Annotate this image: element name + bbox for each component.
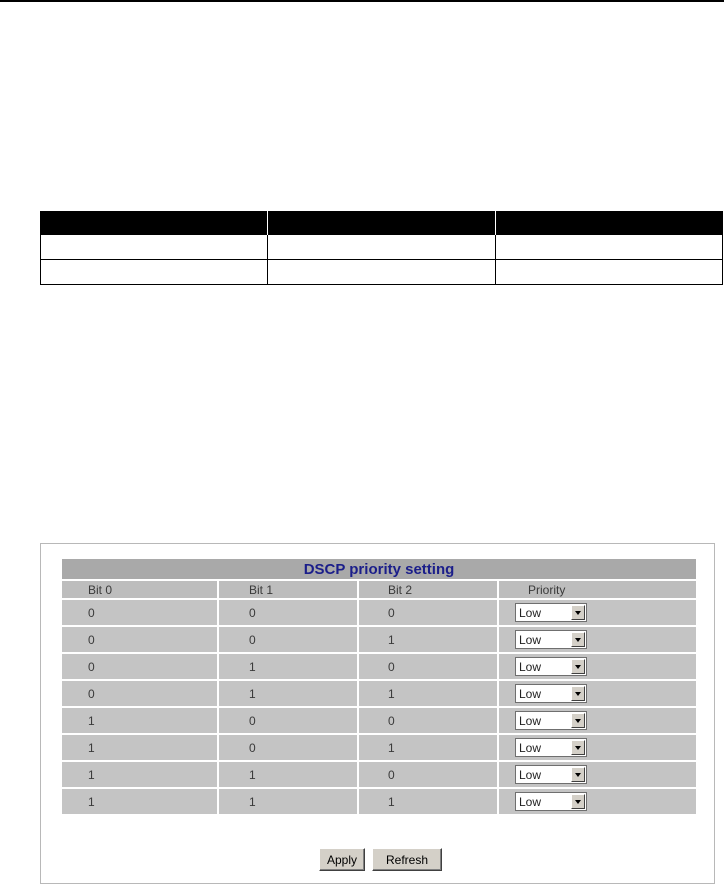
bit1-value: 1 <box>219 789 357 814</box>
refresh-button[interactable]: Refresh <box>372 848 442 871</box>
dscp-row <box>62 762 696 787</box>
priority-select-value: Low <box>519 714 542 728</box>
priority-select[interactable] <box>515 657 587 676</box>
priority-select-value: Low <box>519 687 542 701</box>
document-table-cell <box>495 235 722 260</box>
priority-cell <box>499 708 696 733</box>
document-table-row <box>41 260 723 285</box>
bit0-value: 0 <box>62 627 217 652</box>
bit2-value: 1 <box>359 789 497 814</box>
dscp-row <box>62 789 696 814</box>
header-bit2: Bit 2 <box>359 581 497 598</box>
priority-cell <box>499 600 696 625</box>
bit2-value: 1 <box>359 627 497 652</box>
bit2-value: 1 <box>359 735 497 760</box>
bit0-value: 1 <box>62 708 217 733</box>
document-table-cell <box>268 260 495 285</box>
document-table-cell <box>495 260 722 285</box>
document-table-cell <box>41 235 268 260</box>
chevron-down-icon[interactable] <box>571 686 585 701</box>
document-table <box>40 211 723 285</box>
bit2-value: 0 <box>359 708 497 733</box>
priority-select-value: Low <box>519 660 542 674</box>
bit2-value: 1 <box>359 681 497 706</box>
dscp-row <box>62 708 696 733</box>
dscp-row <box>62 735 696 760</box>
bit0-value: 0 <box>62 654 217 679</box>
bit1-value: 1 <box>219 681 357 706</box>
bit2-value: 0 <box>359 600 497 625</box>
priority-select-value: Low <box>519 606 542 620</box>
priority-select-value: Low <box>519 795 542 809</box>
document-table-header <box>41 211 723 235</box>
chevron-down-icon[interactable] <box>571 632 585 647</box>
dscp-row <box>62 600 696 625</box>
priority-cell <box>499 735 696 760</box>
dscp-row <box>62 627 696 652</box>
apply-button[interactable]: Apply <box>319 848 365 871</box>
priority-select[interactable] <box>515 765 587 784</box>
page-top-rule <box>0 0 724 2</box>
document-table-row <box>41 235 723 260</box>
bit1-value: 0 <box>219 708 357 733</box>
chevron-down-icon[interactable] <box>571 794 585 809</box>
priority-cell <box>499 681 696 706</box>
bit2-value: 0 <box>359 762 497 787</box>
dscp-priority-table <box>60 557 698 816</box>
chevron-down-icon[interactable] <box>571 659 585 674</box>
priority-select[interactable] <box>515 711 587 730</box>
chevron-down-icon[interactable] <box>571 740 585 755</box>
document-table-header-cell <box>41 211 268 235</box>
priority-select-value: Low <box>519 633 542 647</box>
header-bit0: Bit 0 <box>62 581 217 598</box>
bit1-value: 1 <box>219 762 357 787</box>
document-table-header-cell <box>495 211 722 235</box>
dscp-row <box>62 654 696 679</box>
document-table-cell <box>41 260 268 285</box>
priority-select[interactable] <box>515 603 587 622</box>
priority-cell <box>499 789 696 814</box>
priority-select[interactable] <box>515 630 587 649</box>
priority-select[interactable] <box>515 792 587 811</box>
chevron-down-icon[interactable] <box>571 605 585 620</box>
bit1-value: 0 <box>219 627 357 652</box>
bit0-value: 0 <box>62 600 217 625</box>
priority-select-value: Low <box>519 741 542 755</box>
bit1-value: 0 <box>219 735 357 760</box>
document-table-header-cell <box>268 211 495 235</box>
priority-cell <box>499 627 696 652</box>
bit2-value: 0 <box>359 654 497 679</box>
priority-cell <box>499 762 696 787</box>
priority-select-value: Low <box>519 768 542 782</box>
bit0-value: 1 <box>62 762 217 787</box>
priority-cell <box>499 654 696 679</box>
header-priority: Priority <box>499 581 696 598</box>
dscp-header-row <box>62 581 696 598</box>
dscp-table-title: DSCP priority setting <box>62 559 696 579</box>
priority-select[interactable] <box>515 684 587 703</box>
bit0-value: 1 <box>62 735 217 760</box>
bit0-value: 1 <box>62 789 217 814</box>
bit0-value: 0 <box>62 681 217 706</box>
bit1-value: 0 <box>219 600 357 625</box>
chevron-down-icon[interactable] <box>571 713 585 728</box>
dscp-settings-panel <box>40 543 715 884</box>
priority-select[interactable] <box>515 738 587 757</box>
chevron-down-icon[interactable] <box>571 767 585 782</box>
document-table-cell <box>268 235 495 260</box>
bit1-value: 1 <box>219 654 357 679</box>
dscp-row <box>62 681 696 706</box>
header-bit1: Bit 1 <box>219 581 357 598</box>
